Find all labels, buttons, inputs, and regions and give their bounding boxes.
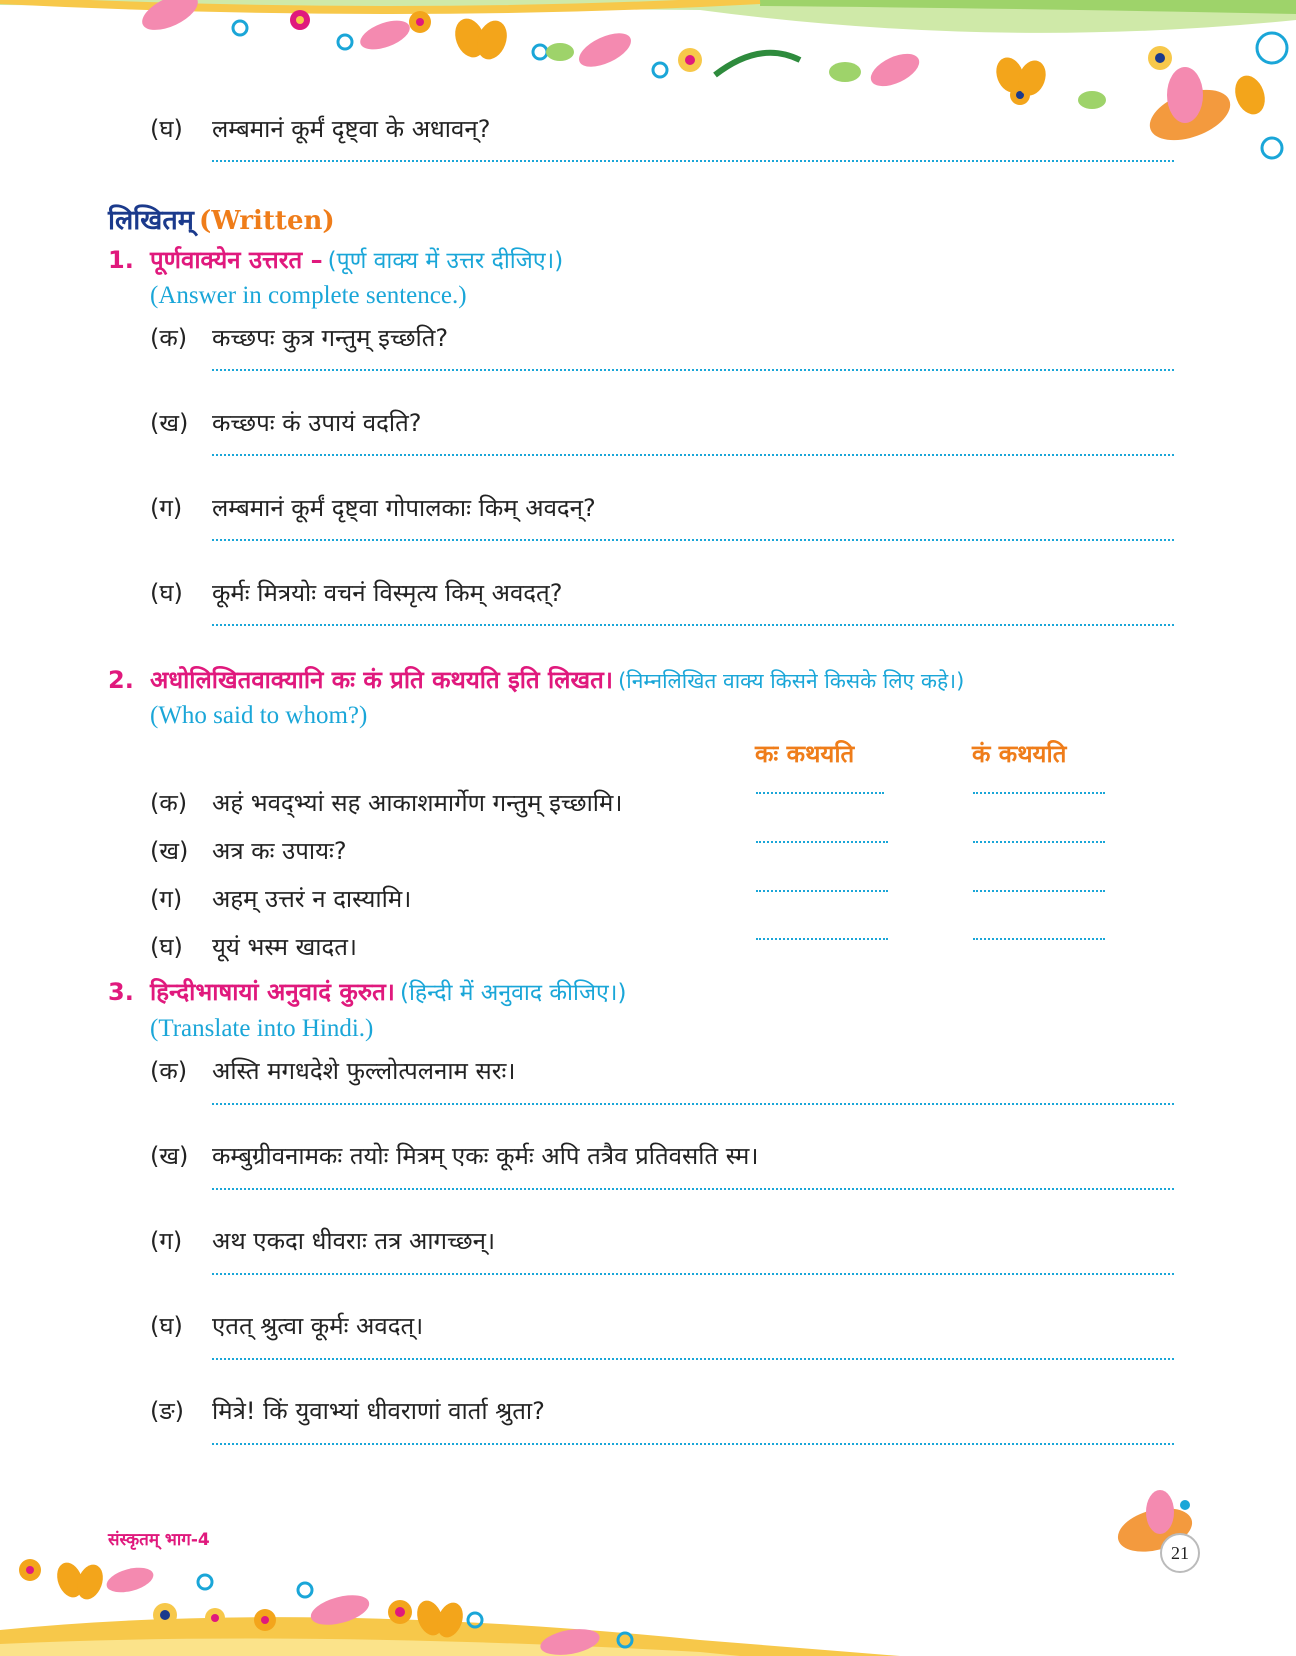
column-header-whom: कं कथयति — [972, 740, 1067, 768]
item-text: लम्बमानं कूर्मं दृष्ट्वा गोपालकाः किम् अवदन्? — [212, 494, 596, 522]
item-text: कूर्मः मित्रयोः वचनं विस्मृत्य किम् अवदत्? — [212, 579, 563, 607]
section-heading — [108, 200, 335, 237]
question-item — [150, 930, 357, 963]
item-text: अस्ति मगधदेशे फुल्लोत्पलनाम सरः। — [212, 1057, 516, 1085]
exercise-number: 3. — [108, 978, 134, 1006]
question-item — [150, 1224, 495, 1257]
item-label: (ख) — [150, 409, 189, 437]
question-item — [150, 576, 562, 609]
question-item — [150, 406, 422, 439]
bottom-decorative-border — [0, 1540, 1296, 1656]
question-item — [150, 1309, 423, 1342]
question-item — [150, 321, 448, 354]
answer-blank-who[interactable] — [756, 792, 884, 794]
item-label: (ख) — [150, 1142, 189, 1170]
item-label: (क) — [150, 324, 188, 352]
answer-blank-whom[interactable] — [973, 792, 1105, 794]
item-label: (क) — [150, 789, 188, 817]
answer-blank-whom[interactable] — [973, 890, 1105, 892]
item-text: यूयं भस्म खादत। — [212, 933, 358, 961]
item-label: (ङ) — [150, 1397, 185, 1425]
exercise-instruction: हिन्दीभाषायां अनुवादं कुरुत। — [150, 978, 395, 1006]
exercise-hint: (निम्नलिखित वाक्य किसने किसके लिए कहे।) — [618, 669, 965, 693]
answer-line[interactable] — [212, 1443, 1174, 1445]
item-label: (ग) — [150, 1227, 183, 1255]
item-text: लम्बमानं कूर्मं दृष्ट्वा के अधावन्? — [212, 115, 491, 143]
answer-line[interactable] — [212, 160, 1174, 162]
answer-line[interactable] — [212, 1273, 1174, 1275]
exercise-instruction: अधोलिखितवाक्यानि कः कं प्रति कथयति इति लिखत। — [150, 666, 613, 694]
item-label: (ख) — [150, 837, 189, 865]
exercise-number: 1. — [108, 246, 134, 274]
exercise-instruction: पूर्णवाक्येन उत्तरत – — [150, 246, 323, 274]
item-text: कच्छपः कं उपायं वदति? — [212, 409, 422, 437]
question-item — [150, 1054, 516, 1087]
question-item — [150, 491, 596, 524]
answer-blank-who[interactable] — [756, 938, 888, 940]
answer-line[interactable] — [212, 454, 1174, 456]
exercise-1-header — [108, 243, 563, 276]
answer-line[interactable] — [212, 1358, 1174, 1360]
column-header-who: कः कथयति — [755, 740, 855, 768]
answer-line[interactable] — [212, 369, 1174, 371]
exercise-english: (Answer in complete sentence.) — [150, 282, 467, 309]
item-label: (घ) — [150, 579, 183, 607]
section-title: लिखितम् — [108, 205, 194, 236]
item-text: कच्छपः कुत्र गन्तुम् इच्छति? — [212, 324, 449, 352]
item-text: अहं भवद्भ्यां सह आकाशमार्गेण गन्तुम् इच्छामि। — [212, 789, 623, 817]
answer-blank-whom[interactable] — [973, 938, 1105, 940]
answer-blank-who[interactable] — [756, 890, 888, 892]
item-label: (क) — [150, 1057, 188, 1085]
item-text: अथ एकदा धीवराः तत्र आगच्छन्। — [212, 1227, 496, 1255]
exercise-english: (Who said to whom?) — [150, 702, 368, 729]
item-text: अत्र कः उपायः? — [212, 837, 347, 865]
question-item — [150, 834, 347, 867]
item-text: मित्रे! किं युवाभ्यां धीवराणां वार्ता श्रुता? — [212, 1397, 545, 1425]
item-label: (घ) — [150, 1312, 183, 1340]
book-title: संस्कृतम् भाग-4 — [108, 1530, 210, 1550]
item-label: (ग) — [150, 494, 183, 522]
item-label: (घ) — [150, 115, 183, 143]
item-text: एतत् श्रुत्वा कूर्मः अवदत्। — [212, 1312, 424, 1340]
exercise-number: 2. — [108, 666, 134, 694]
item-text: कम्बुग्रीवनामकः तयोः मित्रम् एकः कूर्मः अपि तत्रैव प्रतिवसति स्म। — [212, 1142, 759, 1170]
item-label: (ग) — [150, 885, 183, 913]
question-item — [150, 1139, 759, 1172]
answer-line[interactable] — [212, 1103, 1174, 1105]
question-item — [150, 786, 622, 819]
exercise-english: (Translate into Hindi.) — [150, 1015, 374, 1042]
exercise-hint: (हिन्दी में अनुवाद कीजिए।) — [399, 980, 627, 1006]
exercise-2-header — [108, 663, 964, 696]
section-title-en: (Written) — [199, 206, 335, 236]
item-text: अहम् उत्तरं न दास्यामि। — [212, 885, 412, 913]
item-label: (घ) — [150, 933, 183, 961]
answer-line[interactable] — [212, 624, 1174, 626]
question-item — [150, 1394, 545, 1427]
exercise-3-header — [108, 975, 626, 1008]
answer-blank-whom[interactable] — [973, 841, 1105, 843]
question-item — [150, 882, 411, 915]
exercise-hint: (पूर्ण वाक्य में उत्तर दीजिए।) — [327, 248, 564, 274]
page-number: 21 — [1160, 1533, 1200, 1573]
question-item — [150, 112, 490, 145]
answer-line[interactable] — [212, 1188, 1174, 1190]
answer-line[interactable] — [212, 539, 1174, 541]
answer-blank-who[interactable] — [756, 841, 888, 843]
